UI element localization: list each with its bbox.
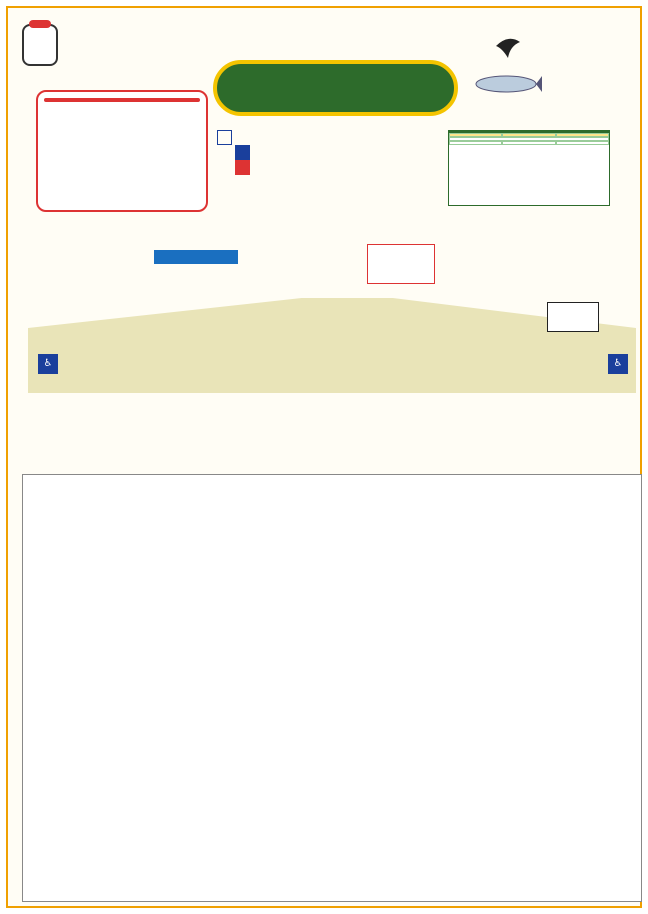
nabe-table <box>448 130 610 206</box>
festival-flyer <box>6 6 642 908</box>
rain-notice <box>547 302 599 332</box>
schedule-row <box>213 160 254 175</box>
nabe-cell <box>449 141 502 145</box>
toilet-icon: ♿ <box>38 354 58 374</box>
nabe-cell <box>556 141 609 145</box>
entrance-gate <box>367 244 435 284</box>
schedule-row <box>213 145 254 160</box>
ribbon-label <box>154 250 238 264</box>
dow-badge <box>235 145 250 160</box>
vendor-table <box>22 474 642 902</box>
nabe-cell <box>502 141 555 145</box>
toilet-icon: ♿ <box>608 354 628 374</box>
schedule-row <box>213 130 254 145</box>
map-ground <box>28 298 636 398</box>
fish-icon <box>470 64 542 104</box>
dow-badge <box>235 160 250 175</box>
dow-badge <box>217 130 232 145</box>
venue-map <box>22 236 642 472</box>
festival-title <box>213 60 458 116</box>
bird-icon <box>494 32 522 60</box>
schedule <box>213 130 254 175</box>
nabe-grid <box>449 133 609 145</box>
notice-title <box>44 98 200 102</box>
notice-box <box>36 90 208 212</box>
broadcaster-logo <box>22 24 64 66</box>
mascot-icon <box>22 24 58 66</box>
